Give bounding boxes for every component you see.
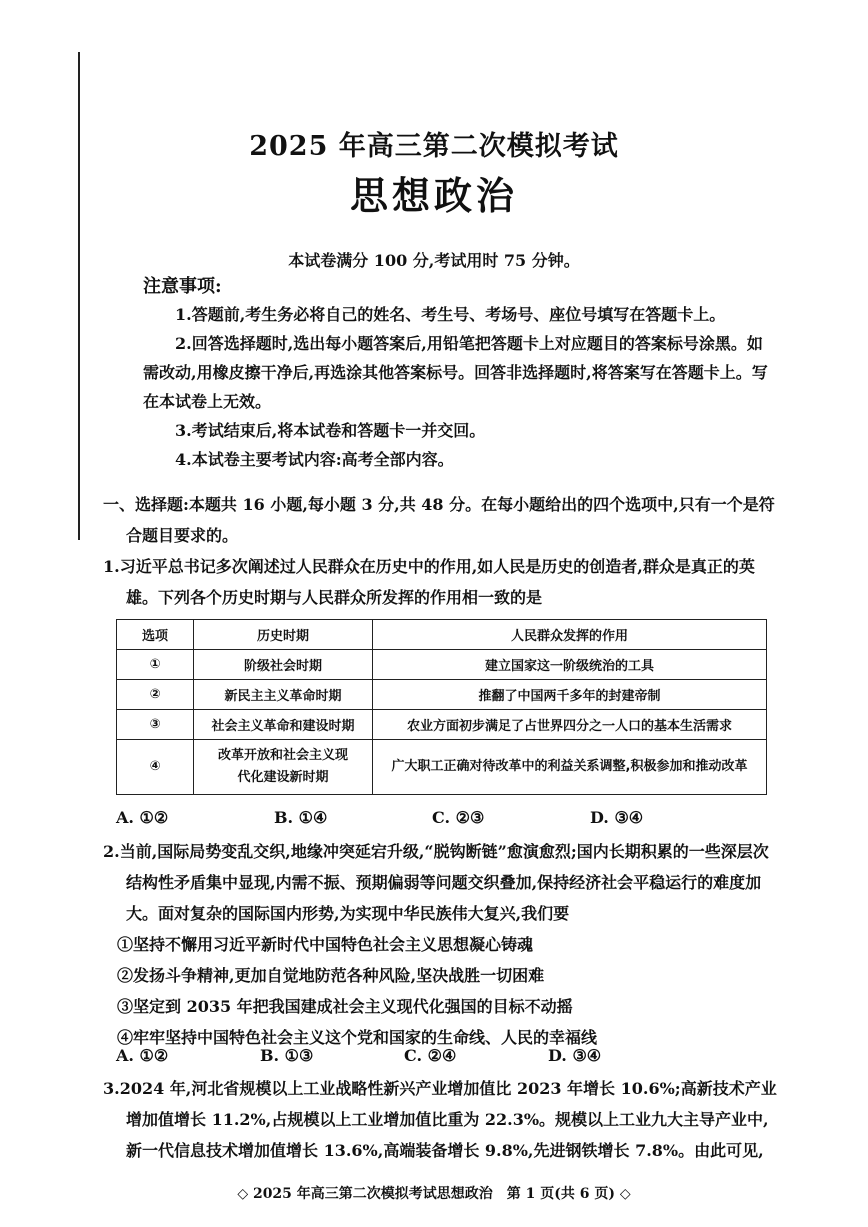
table-row	[117, 710, 767, 740]
table-header: 选项	[117, 620, 194, 650]
table-row	[117, 680, 767, 710]
table-header: 历史时期	[194, 620, 373, 650]
question-2	[103, 836, 783, 1053]
table-cell: ②	[117, 680, 194, 710]
exam-title: 2025 年高三第二次模拟考试	[249, 131, 619, 162]
choice-b[interactable]: B. ①③	[260, 1046, 314, 1065]
question-2-option: ③坚定到 2035 年把我国建成社会主义现代化强国的目标不动摇	[117, 997, 573, 1016]
choice-b[interactable]: B. ①④	[274, 808, 328, 827]
table-cell: 阶级社会时期	[194, 650, 373, 680]
question-2-option: ④牢牢坚持中国特色社会主义这个党和国家的生命线、人民的幸福线	[117, 1028, 598, 1047]
table-cell: 建立国家这一阶级统治的工具	[373, 650, 767, 680]
table-row	[117, 650, 767, 680]
table-cell: 改革开放和社会主义现代化建设新时期	[194, 740, 373, 795]
page-footer: ◇ 2025 年高三第二次模拟考试思想政治 第 1 页(共 6 页) ◇	[237, 1186, 631, 1202]
question-2-choices	[116, 1046, 756, 1065]
question-1-stem: 1.习近平总书记多次阐述过人民群众在历史中的作用,如人民是历史的创造者,群众是真正的英雄。下列各个历史时期与人民群众所发挥的作用相一致的是	[103, 557, 755, 607]
table-row	[117, 740, 767, 795]
note-item: 1.答题前,考生务必将自己的姓名、考生号、考场号、座位号填写在答题卡上。	[175, 305, 726, 324]
table-cell: 社会主义革命和建设时期	[194, 710, 373, 740]
question-1-table	[116, 619, 767, 795]
question-3-stem: 3.2024 年,河北省规模以上工业战略性新兴产业增加值比 2023 年增长 10.6%;高新技术产业增加值增长 11.2%,占规模以上工业增加值比重为 22.3%。规模以上工业九大主导产业中,新一代信息技术增加值增长 13.6%,高端装备增长 9.8%,先进钢铁增长 7.8%。由此可见,	[103, 1079, 777, 1160]
notes-title: 注意事项:	[143, 276, 222, 297]
table-cell: 广大职工正确对待改革中的利益关系调整,积极参加和推动改革	[373, 740, 767, 795]
note-item: 3.考试结束后,将本试卷和答题卡一并交回。	[175, 421, 486, 440]
table-cell: ④	[117, 740, 194, 795]
question-2-option: ①坚持不懈用习近平新时代中国特色社会主义思想凝心铸魂	[117, 935, 534, 954]
choice-c[interactable]: C. ②③	[432, 808, 485, 827]
table-cell: ①	[117, 650, 194, 680]
notes-list	[143, 300, 773, 474]
note-item: 2.回答选择题时,选出每小题答案后,用铅笔把答题卡上对应题目的答案标号涂黑。如需改动,用橡皮擦干净后,再选涂其他答案标号。回答非选择题时,将答案写在答题卡上。写在本试卷上无效。	[143, 334, 768, 411]
table-cell: ③	[117, 710, 194, 740]
choice-a[interactable]: A. ①②	[116, 808, 169, 827]
question-2-stem: 2.当前,国际局势变乱交织,地缘冲突延宕升级,“脱钩断链”愈演愈烈;国内长期积累的一些深层次结构性矛盾集中显现,内需不振、预期偏弱等问题交织叠加,保持经济社会平稳运行的难度加大。面对复杂的国际国内形势,为实现中华民族伟大复兴,我们要	[103, 842, 769, 923]
exam-subject: 思想政治	[349, 173, 518, 218]
choice-d[interactable]: D. ③④	[548, 1046, 602, 1065]
table-cell: 新民主主义革命时期	[194, 680, 373, 710]
table-cell: 推翻了中国两千多年的封建帝制	[373, 680, 767, 710]
section-heading	[103, 489, 783, 551]
question-3	[103, 1073, 783, 1166]
question-1-choices	[116, 808, 756, 827]
score-note: 本试卷满分 100 分,考试用时 75 分钟。	[288, 251, 580, 270]
choice-c[interactable]: C. ②④	[404, 1046, 457, 1065]
table-header: 人民群众发挥的作用	[373, 620, 767, 650]
section-heading-text: 一、选择题:本题共 16 小题,每小题 3 分,共 48 分。在每小题给出的四个选项中,只有一个是符合题目要求的。	[103, 495, 775, 545]
table-header-row	[117, 620, 767, 650]
table-cell: 农业方面初步满足了占世界四分之一人口的基本生活需求	[373, 710, 767, 740]
choice-a[interactable]: A. ①②	[116, 1046, 169, 1065]
choice-d[interactable]: D. ③④	[590, 808, 644, 827]
question-2-option: ②发扬斗争精神,更加自觉地防范各种风险,坚决战胜一切困难	[117, 966, 545, 985]
note-item: 4.本试卷主要考试内容:高考全部内容。	[175, 450, 454, 469]
question-1	[103, 551, 783, 613]
